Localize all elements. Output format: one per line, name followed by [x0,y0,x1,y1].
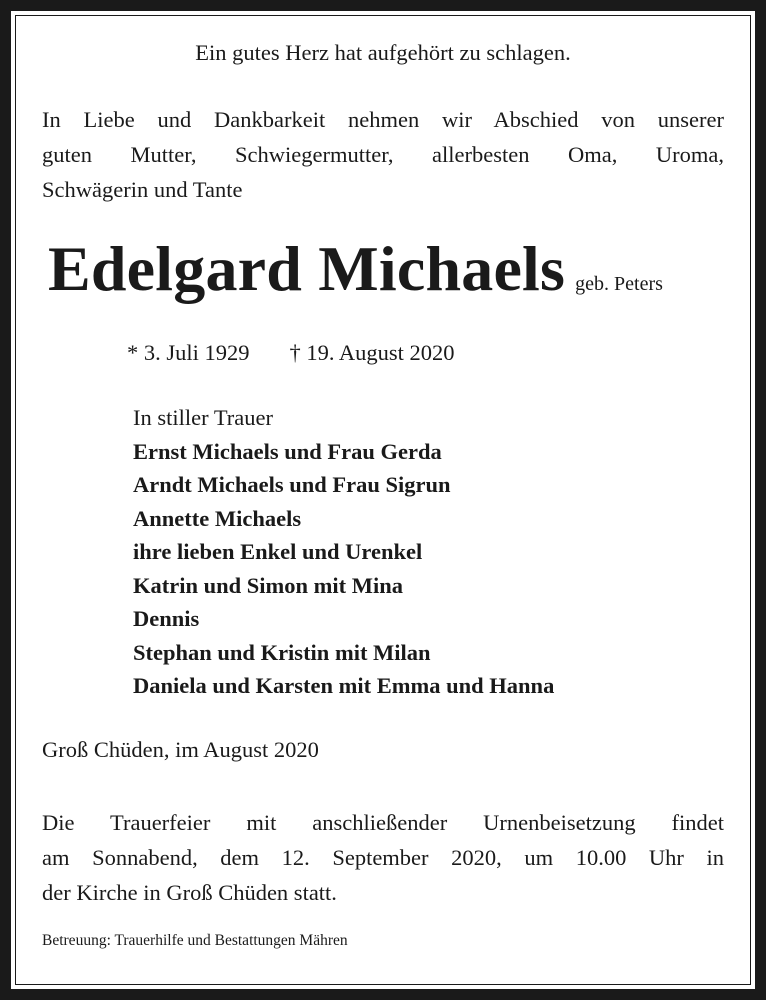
life-dates [127,338,455,368]
place-and-date: Groß Chüden, im August 2020 [42,737,319,762]
mourner-name: Daniela und Karsten mit Emma und Hanna [133,673,555,698]
funeral-paragraph [42,805,724,910]
death-date: † 19. August 2020 [289,340,455,365]
deceased-name-row [48,232,663,306]
funeral-care-credit: Betreuung: Trauerhilfe und Bestattungen Mähren [42,932,348,949]
intro-line: guten Mutter, Schwiegermutter, allerbesten Oma, Uroma, [42,142,724,167]
mourners-heading: In stiller Trauer [133,405,273,430]
deceased-name: Edelgard Michaels [48,233,566,304]
birth-date: * 3. Juli 1929 [127,340,250,365]
funeral-line: am Sonnabend, dem 12. September 2020, um 10.00 Uhr in [42,845,724,870]
mourner-name: Annette Michaels [133,505,302,531]
maiden-name: geb. Peters [575,273,663,295]
mourner-name: Ernst Michaels und Frau Gerda [133,438,442,464]
mourners-block [133,401,554,703]
intro-paragraph [42,102,724,207]
opening-line: Ein gutes Herz hat aufgehört zu schlagen. [195,40,571,65]
mourner-name: ihre lieben Enkel und Urenkel [133,539,423,564]
intro-line: Schwägerin und Tante [42,177,243,202]
funeral-line: der Kirche in Groß Chüden statt. [42,880,337,905]
intro-line: In Liebe und Dankbarkeit nehmen wir Abschied von unserer [42,107,724,132]
funeral-line: Die Trauerfeier mit anschließender Urnenbeisetzung findet [42,810,724,835]
mourner-name: Stephan und Kristin mit Milan [133,639,431,665]
mourner-name: Arndt Michaels und Frau Sigrun [133,472,451,497]
mourner-name: Katrin und Simon mit Mina [133,572,404,598]
mourner-name: Dennis [133,606,200,631]
